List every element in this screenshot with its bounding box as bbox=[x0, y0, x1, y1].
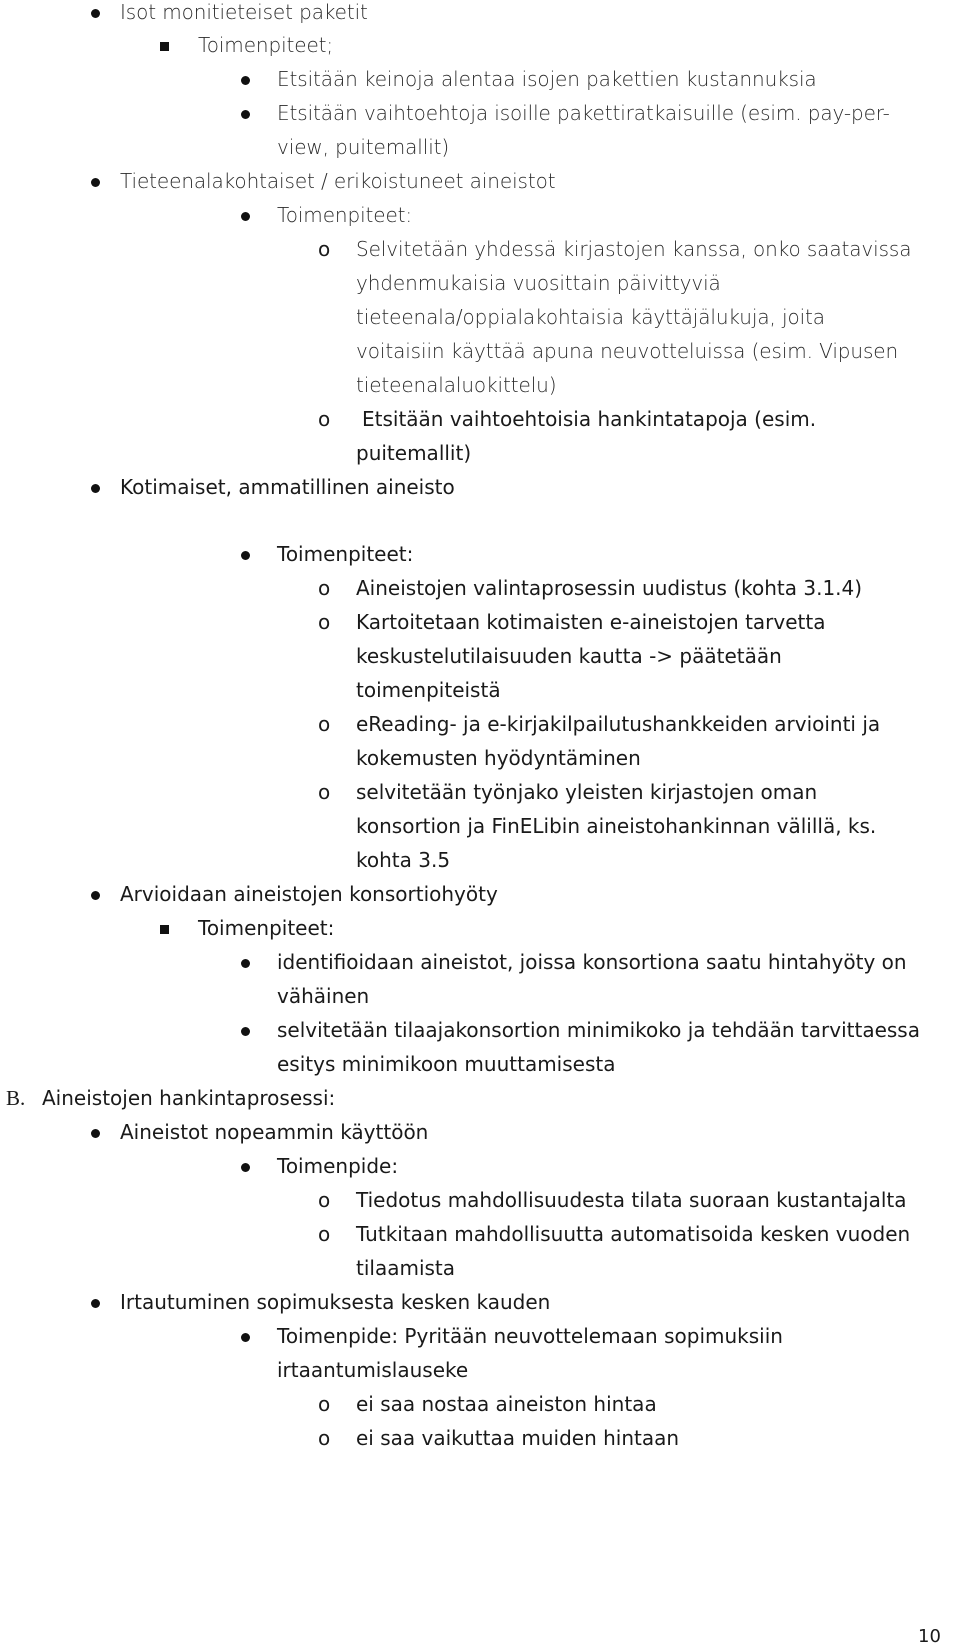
list-item-text: ei saa vaikuttaa muiden hintaan bbox=[356, 1426, 680, 1450]
sub-bullet-marker: o bbox=[318, 407, 331, 431]
list-item-text: voitaisiin käyttää apuna neuvotteluissa (esim. Vipusen bbox=[356, 339, 899, 363]
list-item-text: Tieteenalakohtaiset / erikoistuneet aineistot bbox=[120, 169, 556, 193]
list-item-text: puitemallit) bbox=[356, 441, 472, 465]
list-item-text: konsortion ja FinELibin aineistohankinnan välillä, ks. bbox=[356, 814, 877, 838]
list-item-text: keskustelutilaisuuden kautta -> päätetään bbox=[356, 644, 782, 668]
bullet-dot bbox=[241, 551, 250, 560]
list-item-text: Etsitään vaihtoehtoja isoille pakettiratkaisuille (esim. pay-per- bbox=[277, 101, 890, 125]
bullet-dot bbox=[241, 959, 250, 968]
list-item-text: Toimenpiteet: bbox=[277, 203, 413, 227]
bullet-square bbox=[160, 925, 169, 934]
bullet-dot bbox=[91, 9, 100, 18]
list-item-text: Aineistot nopeammin käyttöön bbox=[120, 1120, 429, 1144]
bullet-dot bbox=[241, 1163, 250, 1172]
list-item-text: vähäinen bbox=[277, 984, 370, 1008]
bullet-dot bbox=[241, 212, 250, 221]
list-item-text: selvitetään tilaajakonsortion minimikoko ja tehdään tarvittaessa bbox=[277, 1018, 920, 1042]
bullet-dot bbox=[241, 1333, 250, 1342]
sub-bullet-marker: o bbox=[318, 1222, 331, 1246]
list-item-text: Etsitään keinoja alentaa isojen pakettien kustannuksia bbox=[277, 67, 817, 91]
list-item-text: toimenpiteistä bbox=[356, 678, 501, 702]
list-item-text: Isot monitieteiset paketit bbox=[120, 0, 368, 24]
list-item-text: kohta 3.5 bbox=[356, 848, 451, 872]
section-letter: B. bbox=[6, 1086, 26, 1110]
sub-bullet-marker: o bbox=[318, 610, 331, 634]
page-number: 10 bbox=[918, 1626, 941, 1647]
list-item-text: Kartoitetaan kotimaisten e-aineistojen tarvetta bbox=[356, 610, 826, 634]
sub-bullet-marker: o bbox=[318, 1392, 331, 1416]
sub-bullet-marker: o bbox=[318, 780, 331, 804]
bullet-dot bbox=[241, 76, 250, 85]
list-item-text: irtaantumislauseke bbox=[277, 1358, 469, 1382]
list-item-text: ei saa nostaa aineiston hintaa bbox=[356, 1392, 657, 1416]
sub-bullet-marker: o bbox=[318, 1188, 331, 1212]
sub-bullet-marker: o bbox=[318, 712, 331, 736]
bullet-dot bbox=[91, 1299, 100, 1308]
bullet-dot bbox=[241, 1027, 250, 1036]
list-item-text: Etsitään vaihtoehtoisia hankintatapoja (esim. bbox=[362, 407, 817, 431]
sub-bullet-marker: o bbox=[318, 576, 331, 600]
list-item-text: Tiedotus mahdollisuudesta tilata suoraan kustantajalta bbox=[356, 1188, 907, 1212]
bullet-dot bbox=[241, 110, 250, 119]
list-item-text: tilaamista bbox=[356, 1256, 456, 1280]
list-item-text: Selvitetään yhdessä kirjastojen kanssa, onko saatavissa bbox=[356, 237, 912, 261]
list-item-text: Kotimaiset, ammatillinen aineisto bbox=[120, 475, 455, 499]
sub-bullet-marker: o bbox=[318, 237, 331, 261]
list-item-text: selvitetään työnjako yleisten kirjastojen oman bbox=[356, 780, 818, 804]
list-item-text: eReading- ja e-kirjakilpailutushankkeiden arviointi ja bbox=[356, 712, 881, 736]
bullet-dot bbox=[91, 891, 100, 900]
list-item-text: Arvioidaan aineistojen konsortiohyöty bbox=[120, 882, 498, 906]
bullet-dot bbox=[91, 484, 100, 493]
list-item-text: tieteenalaluokittelu) bbox=[356, 373, 557, 397]
list-item-text: identifioidaan aineistot, joissa konsortiona saatu hintahyöty on bbox=[277, 950, 907, 974]
list-item-text: Toimenpiteet: bbox=[198, 916, 335, 940]
list-item-text: tieteenala/oppialakohtaisia käyttäjälukuja, joita bbox=[356, 305, 825, 329]
bullet-dot bbox=[91, 178, 100, 187]
list-item-text: Toimenpiteet; bbox=[198, 33, 334, 57]
list-item-text: view, puitemallit) bbox=[277, 135, 450, 159]
list-item-text: yhdenmukaisia vuosittain päivittyviä bbox=[356, 271, 721, 295]
list-item-text: Toimenpiteet: bbox=[277, 542, 414, 566]
bullet-dot bbox=[91, 1129, 100, 1138]
list-item-text: Irtautuminen sopimuksesta kesken kauden bbox=[120, 1290, 551, 1314]
bullet-square bbox=[160, 42, 169, 51]
list-item-text: Toimenpide: Pyritään neuvottelemaan sopimuksiin bbox=[277, 1324, 783, 1348]
list-item-text: Toimenpide: bbox=[277, 1154, 399, 1178]
list-item-text: kokemusten hyödyntäminen bbox=[356, 746, 641, 770]
list-item-text: Tutkitaan mahdollisuutta automatisoida kesken vuoden bbox=[356, 1222, 911, 1246]
section-heading: Aineistojen hankintaprosessi: bbox=[42, 1086, 336, 1110]
sub-bullet-marker: o bbox=[318, 1426, 331, 1450]
list-item-text: Aineistojen valintaprosessin uudistus (kohta 3.1.4) bbox=[356, 576, 863, 600]
list-item-text: esitys minimikoon muuttamisesta bbox=[277, 1052, 616, 1076]
